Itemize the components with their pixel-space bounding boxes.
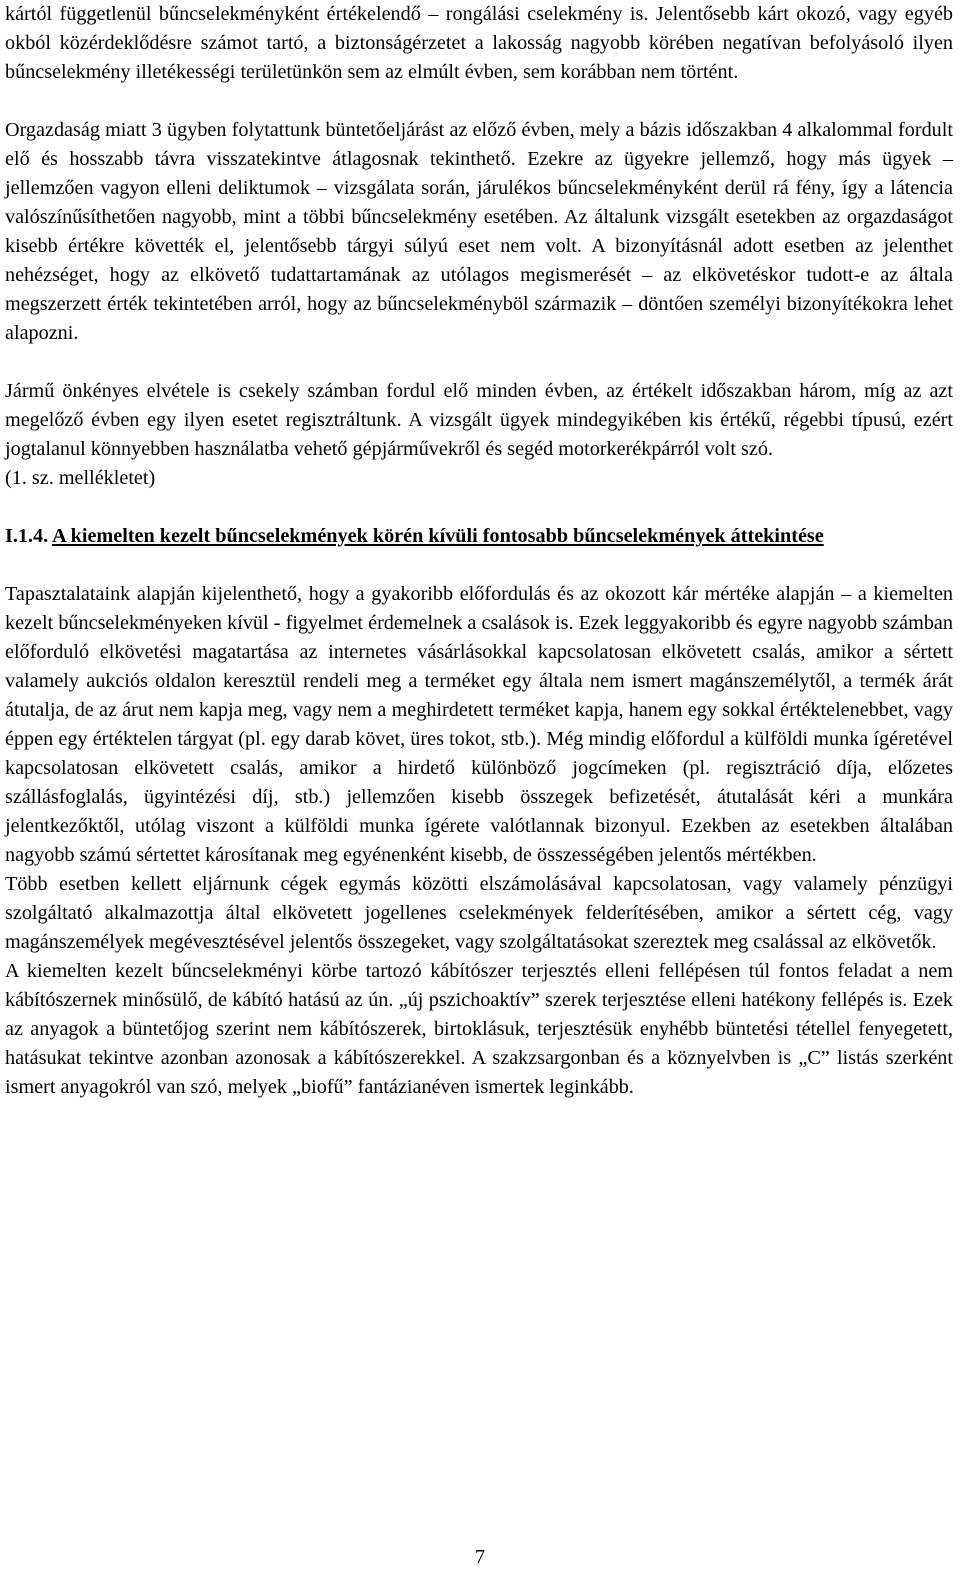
paragraph-fraud: Tapasztalataink alapján kijelenthető, hogy a gyakoribb előfordulás és az okozott kár mértéke alapján – a kiemelten kezelt bűncselekményeken kívül - figyelmet érdemelnek a csalások is. Ezek leggyakoribb és egyre nagyobb számban előforduló elkövetési magatartása az internetes vásárlásokkal kapcsolatosan elkövetett csalás, amikor a sértett valamely aukciós oldalon keresztül rendeli meg a terméket egy általa nem ismert magánszemélytől, a termék árát átutalja, de az árut nem kapja meg, vagy nem a meghirdetett terméket kapja, hanem egy sokkal értéktelenebbet, vagy éppen egy értéktelen tárgyat (pl. egy darab követ, üres tokot, stb.). Még mindig előfordul a külföldi munka ígéretével kapcsolatosan elkövetett csalás, amikor a hirdető különböző jogcímeken (pl. regisztráció díja, előzetes szállásfoglalás, ügyintézési díj, stb.) jellemzően kisebb összegek befizetését, átutalását kéri a munkára jelentkezőktől, utólag viszont a külföldi munka ígérete valótlannak bizonyul. Ezekben az esetekben általában nagyobb számú sértettet károsítanak meg egyénenként kisebb, de összességében jelentős mértékben. [5, 583, 953, 866]
paragraph-gap [5, 493, 953, 522]
paragraph-gap [5, 87, 953, 116]
annex-reference: (1. sz. mellékletet) [5, 467, 156, 489]
section-title: A kiemelten kezelt bűncselekmények körén kívüli fontosabb bűncselekmények áttekintése [52, 525, 824, 547]
section-number: I.1.4. [5, 525, 49, 547]
document-page [5, 0, 953, 1102]
page-number: 7 [474, 1546, 486, 1568]
paragraph-gap [5, 551, 953, 580]
section-heading [5, 522, 953, 551]
paragraph-psychoactive: A kiemelten kezelt bűncselekményi körbe tartozó kábítószer terjesztés elleni fellépésen túl fontos feladat a nem kábítószernek minősülő, de kábító hatású az ún. „új pszichoaktív” szerek terjesztése elleni hatékony fellépés is. Ezek az anyagok a büntetőjog szerint nem kábítószerek, birtoklásuk, terjesztésük enyhébb büntetési tétellel fenyegetett, hatásukat tekintve azonban azonosak a kábítószerekkel. A szakzsargonban és a köznyelvben is „C” listás szerként ismert anyagokról van szó, melyek „biofű” fantázianéven ismertek leginkább. [5, 960, 953, 1098]
paragraph-receiving-stolen-goods: Orgazdaság miatt 3 ügyben folytattunk büntetőeljárást az előző évben, mely a bázis időszakban 4 alkalommal fordult elő és hosszabb távra visszatekintve átlagosnak tekinthető. Ezekre az ügyekre jellemző, hogy más ügyek – jellemzően vagyon elleni deliktumok – vizsgálata során, járulékos bűncselekményként derül rá fény, így a látencia valószínűsíthetően nagyobb, mint a többi bűncselekmény esetében. Az általunk vizsgált esetekben az orgazdaságot kisebb értékre követték el, jelentősebb tárgyi súlyú eset nem volt. A bizonyításnál adott esetben az jelenthet nehézséget, hogy az elkövető tudattartamának az utólagos megismerését – az elkövetéskor tudott-e az általa megszerzett érték tekintetében arról, hogy az bűncselekményböl származik – döntően személyi bizonyítékokra lehet alapozni. [5, 119, 953, 344]
paragraph-vandalism: kártól függetlenül bűncselekményként értékelendő – rongálási cselekmény is. Jelentősebb kárt okozó, vagy egyéb okból közérdeklődésre számot tartó, a biztonságérzetet a lakosság nagyobb körében negatívan befolyásoló ilyen bűncselekmény illetékességi területünkön sem az elmúlt évben, sem korábban nem történt. [5, 3, 953, 83]
paragraph-corporate-fraud: Több esetben kellett eljárnunk cégek egymás közötti elszámolásával kapcsolatosan, vagy valamely pénzügyi szolgáltató alkalmazottja által elkövetett jogellenes cselekmények felderítésében, amikor a sértett cég, vagy magánszemélyek megévesztésével jelentős összegeket, vagy szolgáltatásokat szereztek meg csalással az elkövetők. [5, 873, 953, 953]
paragraph-gap [5, 348, 953, 377]
paragraph-vehicle-taking: Jármű önkényes elvétele is csekely számban fordul elő minden évben, az értékelt időszakban három, míg az azt megelőző évben egy ilyen esetet regisztráltunk. A vizsgált ügyek mindegyikében kis értékű, régebbi típusú, ezért jogtalanul könnyebben használatba vehető gépjárművekről és segéd motorkerékpárról volt szó. [5, 380, 953, 460]
